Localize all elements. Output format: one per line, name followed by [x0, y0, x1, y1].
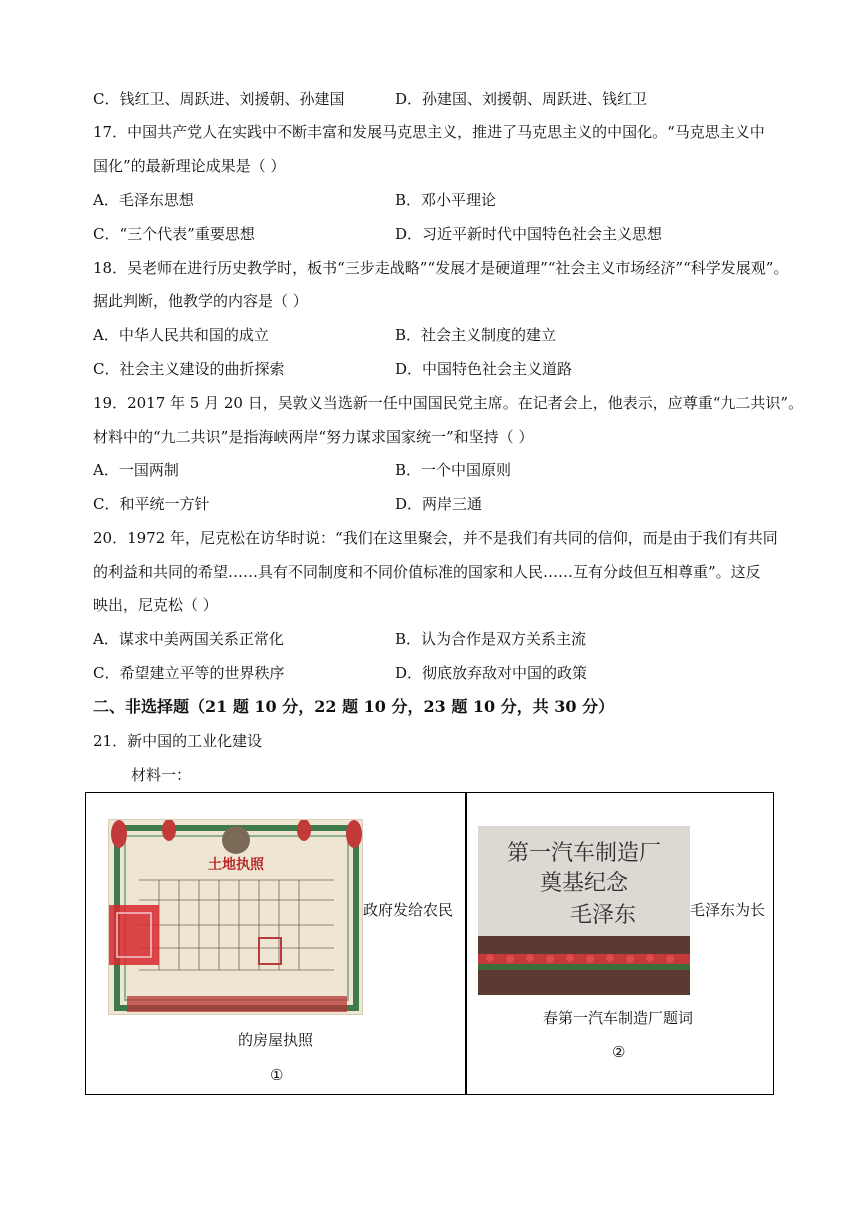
cell1-side-text: 政府发给农民	[363, 901, 454, 919]
inscription-line2: 奠基纪念	[539, 871, 629, 896]
inscription-line3: 毛泽东	[569, 903, 637, 928]
q19-stem-line2: 材料中的“九二共识”是指海峡两岸“努力谋求国家统一”和坚持（ ）	[93, 428, 534, 446]
license-title: 土地执照	[208, 857, 264, 873]
q18-stem-line2: 据此判断，他教学的内容是（ ）	[93, 292, 308, 310]
q18-option-a: A．中华人民共和国的成立	[93, 326, 269, 344]
q20-stem-line2: 的利益和共同的希望……具有不同制度和不同价值标准的国家和人民……互有分歧但互相尊重”。这反	[93, 563, 761, 581]
cell2-side-text: 毛泽东为长	[690, 901, 766, 919]
house-license-image	[108, 819, 363, 1015]
q19-option-d: D．两岸三通	[395, 495, 483, 513]
inscription-svg	[478, 826, 690, 995]
inscription-image	[478, 826, 690, 995]
q20-option-c: C．希望建立平等的世界秩序	[93, 664, 285, 682]
q16-option-d: D．孙建国、刘援朝、周跃进、钱红卫	[395, 90, 648, 108]
q18-option-b: B．社会主义制度的建立	[395, 326, 557, 344]
q20-option-d: D．彻底放弃敌对中国的政策	[395, 664, 588, 682]
material-table	[85, 792, 774, 1095]
cell2-number: ②	[612, 1043, 626, 1061]
house-license-svg	[109, 820, 363, 1015]
table-divider	[465, 793, 467, 1094]
q18-option-c: C．社会主义建设的曲折探索	[93, 360, 285, 378]
cell2-caption: 春第一汽车制造厂题词	[543, 1009, 694, 1027]
q19-option-b: B．一个中国原则	[395, 461, 512, 479]
q17-option-a: A．毛泽东思想	[93, 191, 194, 209]
q20-option-b: B．认为合作是双方关系主流	[395, 630, 587, 648]
section-heading: 二、非选择题（21 题 10 分，22 题 10 分，23 题 10 分，共 30 分）	[93, 697, 615, 716]
cell1-number: ①	[270, 1066, 284, 1084]
q17-stem-line2: 国化”的最新理论成果是（ ）	[93, 157, 286, 175]
q21-title: 21．新中国的工业化建设	[93, 732, 263, 750]
q19-option-c: C．和平统一方针	[93, 495, 210, 513]
q20-option-a: A．谋求中美两国关系正常化	[93, 630, 284, 648]
q17-option-c: C．“三个代表”重要思想	[93, 225, 255, 243]
q17-stem-line1: 17．中国共产党人在实践中不断丰富和发展马克思主义，推进了马克思主义的中国化。“马克思主义中	[93, 123, 765, 141]
inscription-line1: 第一汽车制造厂	[506, 841, 662, 866]
q19-option-a: A．一国两制	[93, 461, 179, 479]
cell1-caption: 的房屋执照	[238, 1031, 314, 1049]
q16-option-c: C．钱红卫、周跃进、刘援朝、孙建国	[93, 90, 345, 108]
q18-stem-line1: 18．吴老师在进行历史教学时，板书“三步走战略”“发展才是硬道理”“社会主义市场经济”“科学发展观”。	[93, 259, 789, 277]
q17-option-d: D．习近平新时代中国特色社会主义思想	[395, 225, 663, 243]
q18-option-d: D．中国特色社会主义道路	[395, 360, 573, 378]
q17-option-b: B．邓小平理论	[395, 191, 497, 209]
q19-stem-line1: 19．2017 年 5 月 20 日，吴敦义当选新一任中国国民党主席。在记者会上，他表示，应尊重“九二共识”。	[93, 394, 804, 412]
material-label: 材料一：	[131, 766, 192, 784]
q20-stem-line3: 映出，尼克松（ ）	[93, 596, 218, 614]
q20-stem-line1: 20．1972 年，尼克松在访华时说：“我们在这里聚会，并不是我们有共同的信仰，而是由于我们有共同	[93, 529, 778, 547]
